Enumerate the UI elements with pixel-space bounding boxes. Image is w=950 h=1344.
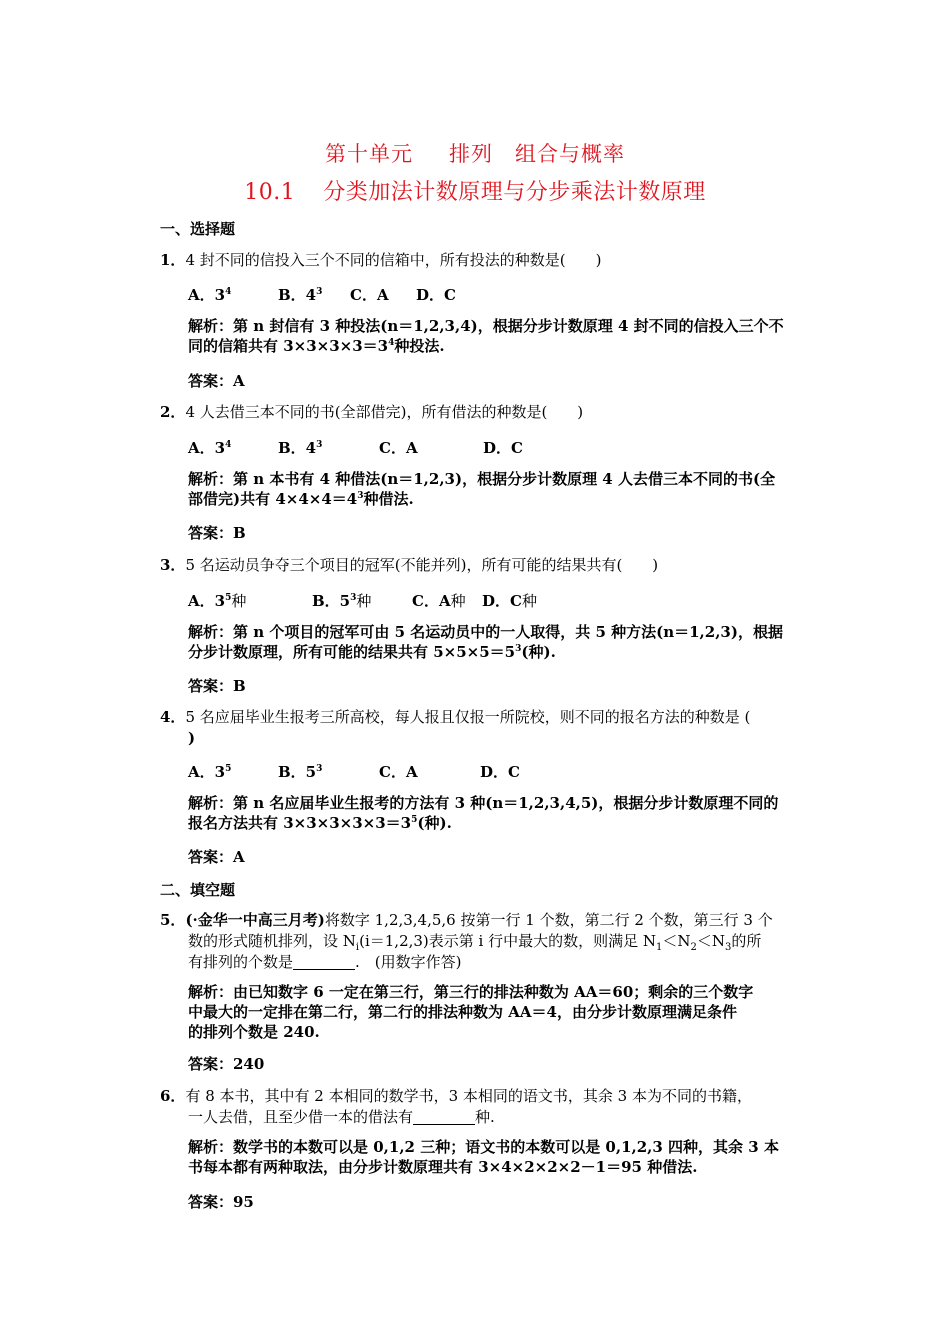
question-6-analysis: 解析：数学书的本数可以是 0,1,2 三种；语文书的本数可以是 0,1,2,3 四种，其余 3 本 书每本都有两种取法，由分步计数原理共有 3×4×2×2×2－1＝95 种借法.	[188, 1138, 779, 1176]
answer-blank[interactable]	[293, 954, 355, 970]
part2-heading: 二、填空题	[160, 881, 236, 899]
question-3-answer: 答案：B	[188, 677, 246, 695]
question-4-answer: 答案：A	[188, 848, 245, 866]
section-title	[0, 175, 950, 206]
question-2-answer: 答案：B	[188, 524, 246, 542]
question-4: 4．5 名应届毕业生报考三所高校，每人报且仅报一所院校，则不同的报名方法的种数是 ( )	[160, 708, 751, 747]
question-5: 5．(·金华一中高三月考)将数字 1,2,3,4,5,6 按第一行 1 个数，第二行 2 个数，第三行 3 个 数的形式随机排列，设 $N_i(i=1,2,3)$表示第 i 行中最大的数，则满足 $N_1<N_2<N_3$的所 有排列的个数是 . (用数字作答)	[160, 911, 773, 971]
question-3-options: A．$3^5$种 B．$5^3$种 C．A种 D．C种	[188, 592, 537, 610]
answer-blank[interactable]	[413, 1109, 475, 1125]
question-6-answer: 答案：95	[188, 1193, 254, 1211]
section-title-text: 分类加法计数原理与分步乘法计数原理	[323, 180, 706, 205]
section-number: 10.1	[244, 180, 296, 205]
unit-title-part-c: 组合与概率	[515, 142, 625, 166]
unit-title-part-b: 排列	[449, 142, 493, 166]
unit-title	[0, 138, 950, 168]
question-3-analysis: 解析：第 n 个项目的冠军可由 5 名运动员中的一人取得，共 5 种方法(n＝1,2,3)，根据 分步计数原理，所有可能的结果共有 $5\times 5\times 5=5^3$(种).	[188, 623, 783, 661]
question-1-analysis: 解析：第 n 封信有 3 种投法(n＝1,2,3,4)，根据分步计数原理 4 封不同的信投入三个不 同的信箱共有 $3\times 3\times 3\times 3=3^4$种投法.	[188, 317, 784, 355]
question-4-options: A．$3^5$ B．$5^3$ C．A D．C	[188, 763, 520, 781]
question-1-answer: 答案：A	[188, 372, 245, 390]
question-1-options: A．$3^4$ B．$4^3$ C．A D．C	[188, 286, 456, 304]
question-5-analysis: 解析：由已知数字 6 一定在第三行，第三行的排法种数为 AA＝60；剩余的三个数字 中最大的一定排在第二行，第二行的排法种数为 AA＝4，由分步计数原理满足条件 的排列个数是 240.	[188, 983, 754, 1041]
question-6: 6．有 8 本书，其中有 2 本相同的数学书，3 本相同的语文书，其余 3 本为不同的书籍， 一人去借，且至少借一本的借法有 种.	[160, 1087, 752, 1126]
question-2-analysis: 解析：第 n 本书有 4 种借法(n＝1,2,3)，根据分步计数原理 4 人去借三本不同的书(全 部借完)共有 $4\times 4\times 4=4^3$种借法.	[188, 470, 776, 508]
question-1: 1．4 封不同的信投入三个不同的信箱中，所有投法的种数是( )	[160, 251, 602, 269]
question-4-analysis: 解析：第 n 名应届毕业生报考的方法有 3 种(n＝1,2,3,4,5)，根据分步计数原理不同的 报名方法共有 $3\times 3\times 3\times 3\times 3=3^5$(种).	[188, 794, 779, 832]
part1-heading: 一、选择题	[160, 220, 236, 238]
unit-title-number: 第十单元	[325, 142, 413, 166]
question-2: 2．4 人去借三本不同的书(全部借完)，所有借法的种数是( )	[160, 403, 584, 421]
question-5-answer: 答案：240	[188, 1055, 265, 1073]
question-2-options: A．$3^4$ B．$4^3$ C．A D．C	[188, 439, 523, 457]
question-3: 3．5 名运动员争夺三个项目的冠军(不能并列)，所有可能的结果共有( )	[160, 556, 659, 574]
